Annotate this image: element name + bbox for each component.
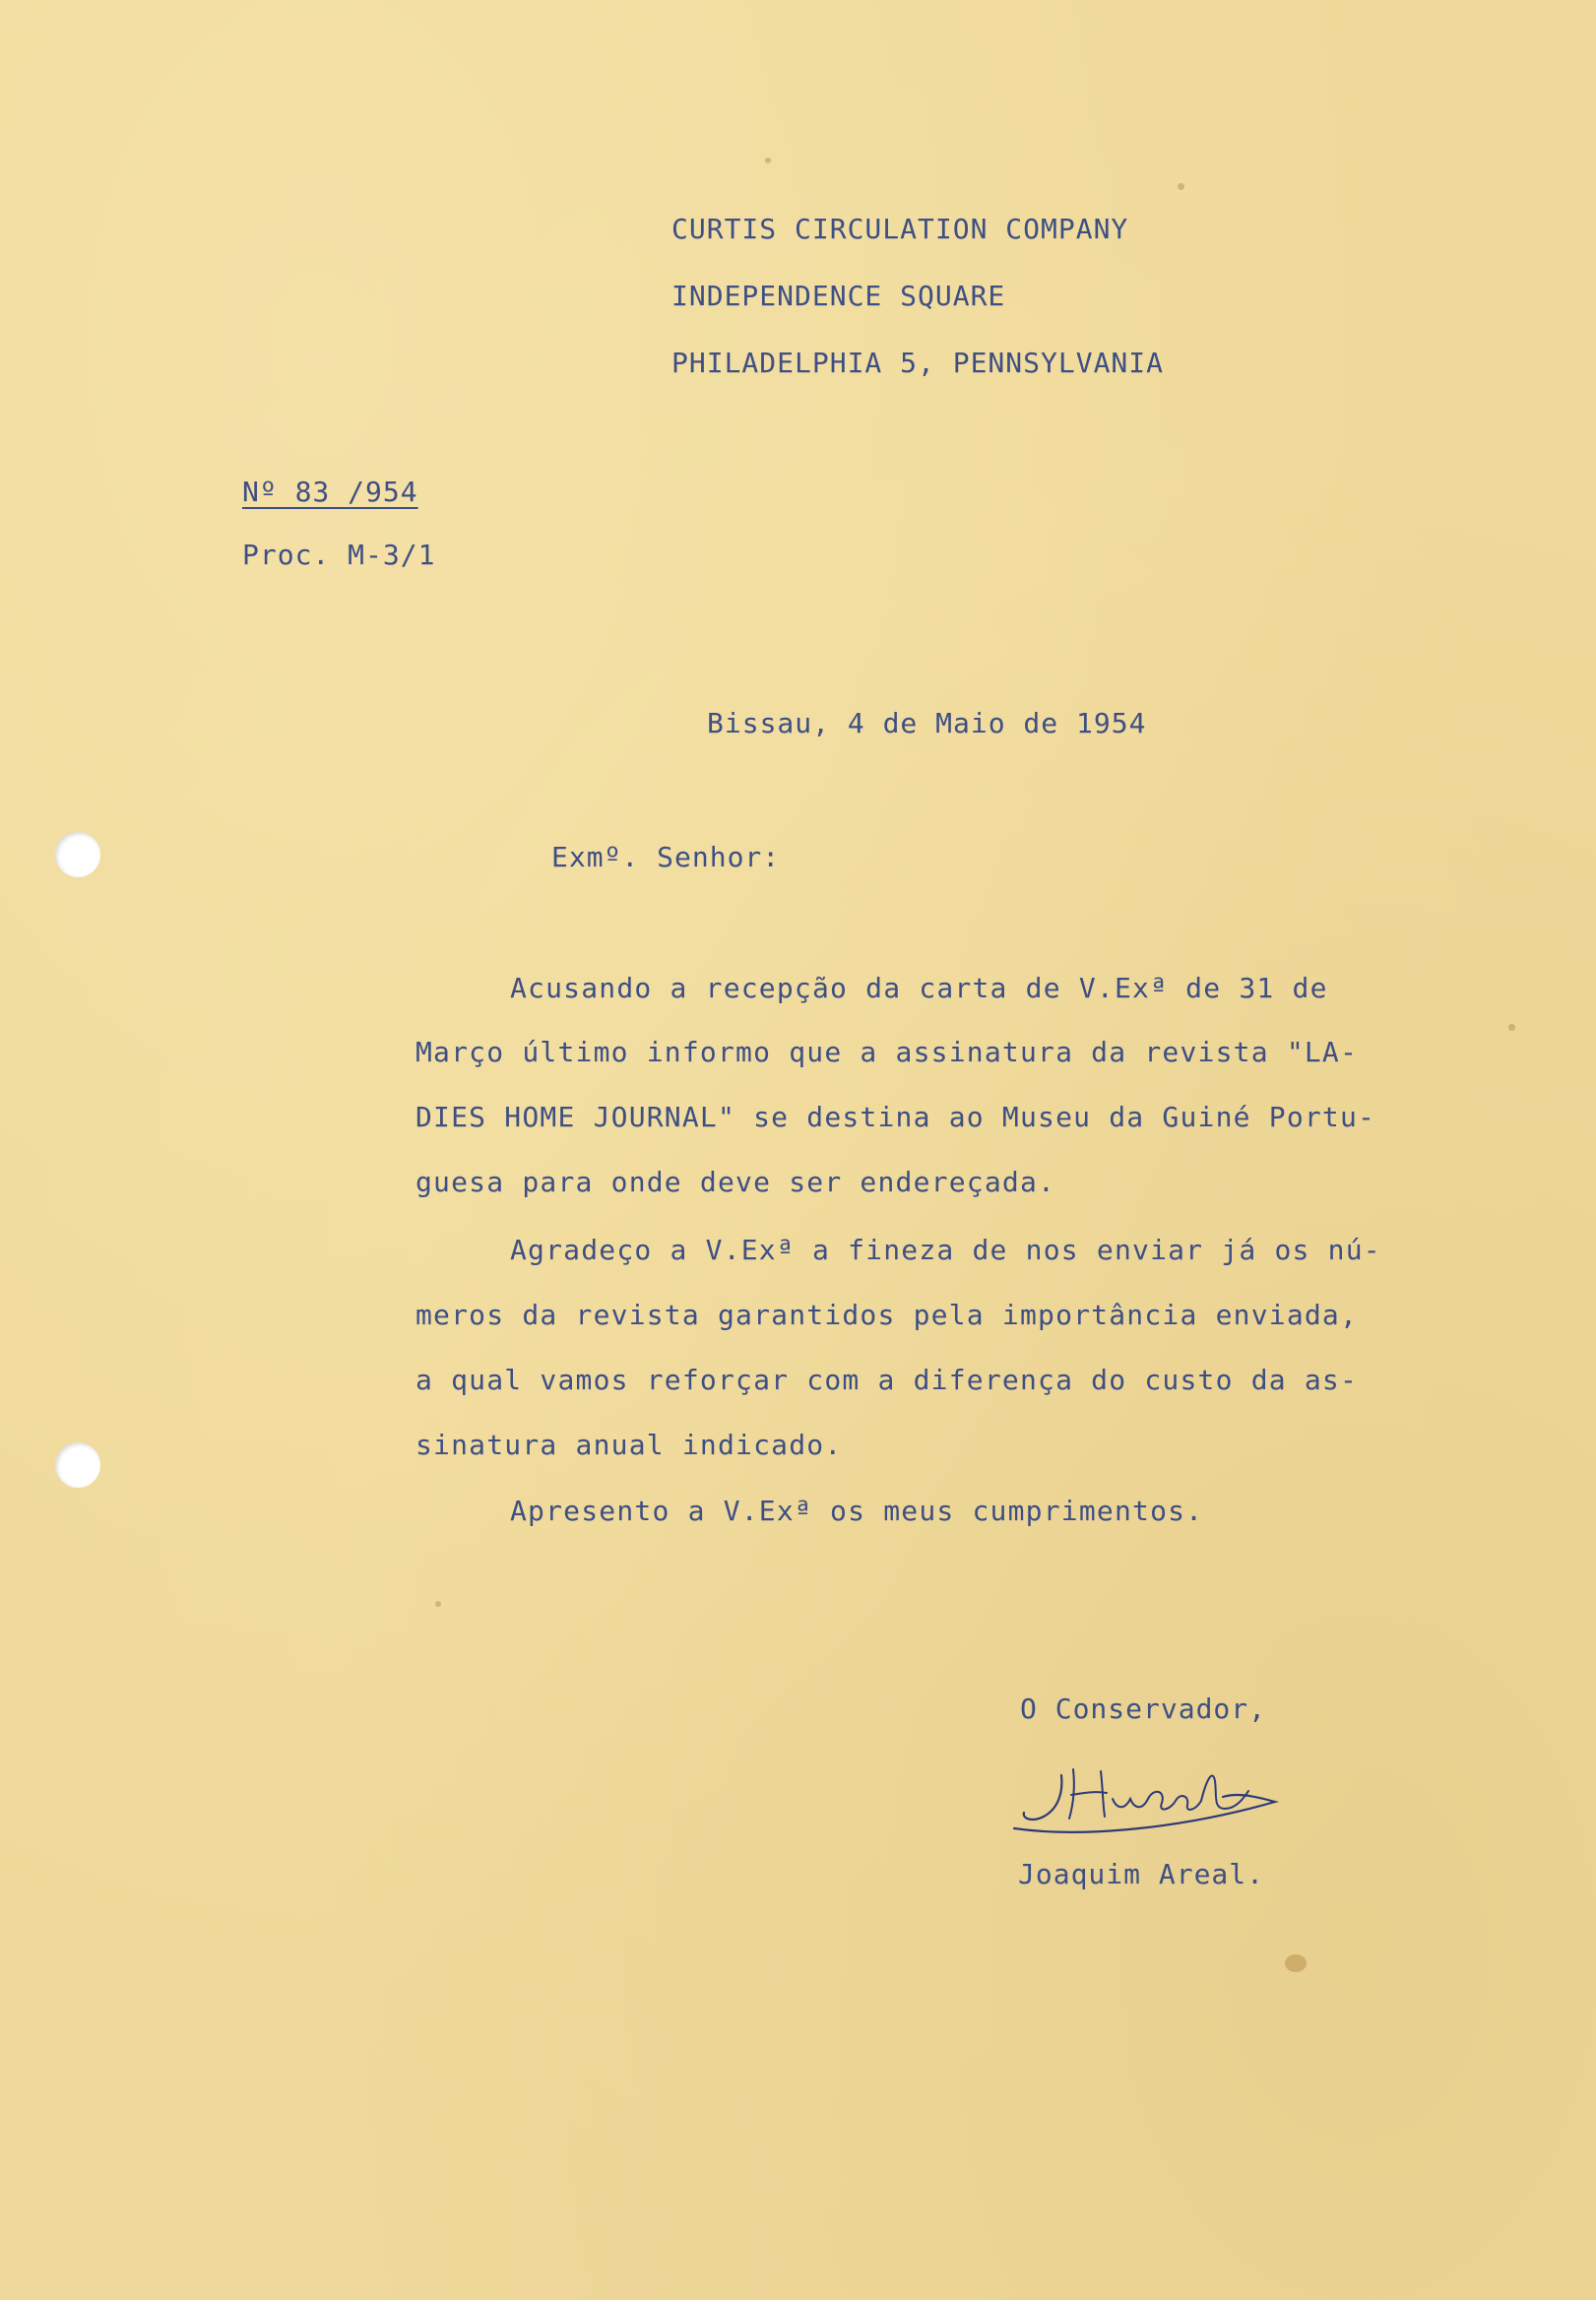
recipient-line-2: INDEPENDENCE SQUARE bbox=[671, 280, 1006, 312]
signature-image bbox=[1004, 1748, 1290, 1846]
body-line: Março último informo que a assinatura da revista "LA- bbox=[415, 1036, 1359, 1068]
body-line: DIES HOME JOURNAL" se destina ao Museu da Guiné Portu- bbox=[415, 1101, 1376, 1133]
body-line: Apresento a V.Exª os meus cumprimentos. bbox=[510, 1495, 1204, 1527]
reference-number: Nº 83 /954 bbox=[242, 476, 418, 508]
stain-spot bbox=[1285, 1954, 1307, 1972]
date-line: Bissau, 4 de Maio de 1954 bbox=[707, 707, 1147, 739]
body-line: Acusando a recepção da carta de V.Exª de 31 de bbox=[510, 972, 1328, 1004]
body-line: guesa para onde deve ser endereçada. bbox=[415, 1166, 1056, 1198]
body-line: a qual vamos reforçar com a diferença do custo da as- bbox=[415, 1364, 1359, 1396]
body-line: sinatura anual indicado. bbox=[415, 1429, 843, 1461]
body-line: meros da revista garantidos pela importância enviada, bbox=[415, 1299, 1359, 1331]
punch-hole-top bbox=[55, 832, 100, 877]
stain-spot bbox=[1178, 183, 1184, 190]
stain-spot bbox=[1508, 1024, 1515, 1031]
body-line: Agradeço a V.Exª a fineza de nos enviar já os nú- bbox=[510, 1234, 1381, 1266]
process-number: Proc. M-3/1 bbox=[242, 539, 436, 571]
closing-title: O Conservador, bbox=[1020, 1693, 1267, 1725]
salutation: Exmº. Senhor: bbox=[551, 841, 781, 873]
recipient-line-1: CURTIS CIRCULATION COMPANY bbox=[671, 213, 1129, 245]
signatory-name: Joaquim Areal. bbox=[1018, 1858, 1265, 1890]
punch-hole-bottom bbox=[55, 1442, 100, 1488]
recipient-line-3: PHILADELPHIA 5, PENNSYLVANIA bbox=[671, 347, 1165, 379]
stain-spot bbox=[765, 158, 771, 163]
stain-spot bbox=[435, 1601, 441, 1607]
